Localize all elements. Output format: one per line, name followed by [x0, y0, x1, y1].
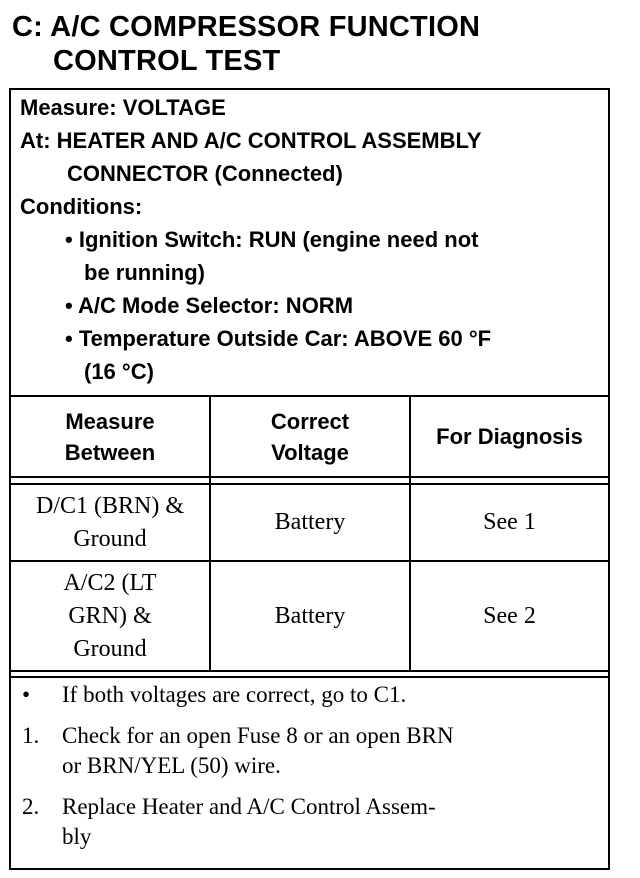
divider: [9, 676, 610, 678]
conditions-label: Conditions:: [20, 194, 143, 219]
diagnosis-notes: [22, 680, 602, 863]
note-text: Replace Heater and A/C Control Assem-: [62, 794, 436, 819]
header-text: Correct: [270, 408, 350, 434]
table-cell-diagnosis: [411, 485, 608, 560]
test-conditions-block: [20, 91, 605, 388]
divider: [9, 670, 610, 672]
condition-text: Ignition Switch: RUN (engine need not: [78, 227, 479, 252]
condition-text-cont: be running): [84, 260, 205, 285]
table-cell-voltage: [211, 562, 409, 670]
header-text: Voltage: [271, 439, 349, 465]
cell-text: GRN) &: [68, 602, 152, 629]
header-for-diagnosis: [411, 397, 608, 476]
bullet-mark: •: [65, 326, 73, 351]
note-text: bly: [62, 824, 92, 849]
bullet-mark: •: [65, 227, 73, 252]
header-correct-voltage: [211, 397, 409, 476]
cell-text: See 2: [483, 602, 536, 629]
cell-text: D/C1 (BRN) &: [35, 492, 184, 519]
table-cell-between: [11, 485, 209, 560]
condition-text: A/C Mode Selector: NORM: [78, 293, 354, 318]
note-item: [22, 792, 602, 852]
divider: [9, 476, 610, 478]
title-line-1: C: A/C COMPRESSOR FUNCTION: [12, 11, 481, 43]
table-cell-voltage: [211, 485, 409, 560]
note-marker: 1.: [22, 723, 40, 748]
condition-text: Temperature Outside Car: ABOVE 60 °F: [78, 326, 492, 351]
note-marker: 2.: [22, 794, 40, 819]
cell-text: Battery: [274, 509, 346, 535]
cell-text: Battery: [274, 602, 346, 629]
condition-item: [20, 223, 605, 256]
cell-text: See 1: [483, 509, 536, 535]
note-item: [22, 680, 602, 710]
table-cell-diagnosis: [411, 562, 608, 670]
table-cell-between: [11, 562, 209, 670]
at-line-1: At: HEATER AND A/C CONTROL ASSEMBLY: [20, 128, 482, 153]
condition-item: [20, 322, 605, 355]
note-text: or BRN/YEL (50) wire.: [62, 753, 281, 778]
measure-line: Measure: VOLTAGE: [20, 95, 226, 120]
header-text: Between: [64, 439, 156, 465]
cell-text: Ground: [73, 635, 147, 662]
bullet-mark: •: [65, 293, 73, 318]
note-marker: •: [22, 682, 31, 707]
page-title: [12, 10, 480, 78]
cell-text: Ground: [73, 525, 147, 552]
condition-item: [20, 289, 605, 322]
note-text: If both voltages are correct, go to C1.: [62, 682, 407, 707]
note-item: [22, 721, 602, 781]
header-text: For Diagnosis: [436, 424, 583, 449]
title-line-2: CONTROL TEST: [53, 45, 281, 77]
condition-text-cont: (16 °C): [84, 359, 154, 384]
header-text: Measure: [65, 408, 155, 434]
header-measure-between: [11, 397, 209, 476]
cell-text: A/C2 (LT: [63, 569, 157, 596]
note-text: Check for an open Fuse 8 or an open BRN: [62, 723, 454, 748]
at-line-2: CONNECTOR (Connected): [67, 161, 343, 186]
